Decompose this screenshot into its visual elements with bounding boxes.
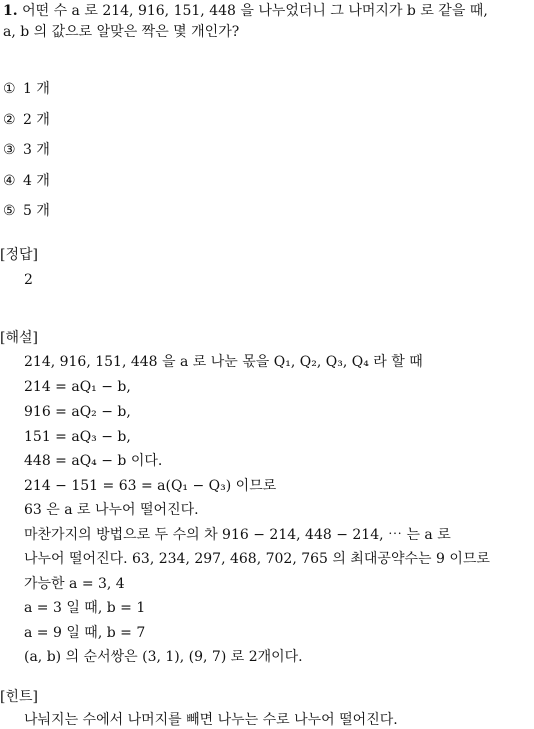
explanation-line: 214 = aQ₁ − b, bbox=[24, 379, 131, 395]
choice-mark: ⑤ bbox=[3, 203, 16, 219]
explanation-heading: [해설] bbox=[0, 330, 38, 346]
choice-label: 1 개 bbox=[23, 81, 50, 97]
choice-label: 4 개 bbox=[23, 173, 50, 189]
choice-2[interactable] bbox=[3, 111, 50, 129]
choice-mark: ② bbox=[3, 112, 16, 128]
choice-4[interactable] bbox=[3, 172, 50, 190]
explanation-line: 214 − 151 = 63 = a(Q₁ − Q₃) 이므로 bbox=[24, 478, 277, 494]
question-number: 1. bbox=[3, 3, 18, 19]
choice-5[interactable] bbox=[3, 202, 50, 220]
choice-3[interactable] bbox=[3, 141, 50, 159]
explanation-line: 448 = aQ₄ − b 이다. bbox=[24, 453, 163, 469]
explanation-line: a = 3 일 때, b = 1 bbox=[24, 600, 146, 616]
explanation-line: 63 은 a 로 나누어 떨어진다. bbox=[24, 502, 199, 518]
choice-label: 2 개 bbox=[23, 112, 50, 128]
question-line-1 bbox=[3, 2, 488, 20]
explanation-line: 가능한 a = 3, 4 bbox=[24, 576, 125, 592]
choice-mark: ① bbox=[3, 81, 16, 97]
explanation-line: 916 = aQ₂ − b, bbox=[24, 404, 131, 420]
choice-label: 5 개 bbox=[23, 203, 50, 219]
choice-mark: ④ bbox=[3, 173, 16, 189]
answer-value: 2 bbox=[24, 272, 33, 288]
choice-label: 3 개 bbox=[23, 142, 50, 158]
explanation-line: a = 9 일 때, b = 7 bbox=[24, 625, 146, 641]
choice-mark: ③ bbox=[3, 142, 16, 158]
hint-text: 나눠지는 수에서 나머지를 빼면 나누는 수로 나누어 떨어진다. bbox=[24, 712, 398, 728]
explanation-line: 214, 916, 151, 448 을 a 로 나눈 몫을 Q₁, Q₂, Q₃, Q₄ 라 할 때 bbox=[24, 354, 423, 370]
hint-heading: [힌트] bbox=[0, 689, 38, 705]
answer-heading: [정답] bbox=[0, 247, 38, 263]
explanation-line: 나누어 떨어진다. 63, 234, 297, 468, 702, 765 의 최대공약수는 9 이므로 bbox=[24, 551, 490, 567]
explanation-line: (a, b) 의 순서쌍은 (3, 1), (9, 7) 로 2개이다. bbox=[24, 649, 303, 665]
question-line-2: a, b 의 값으로 알맞은 짝은 몇 개인가? bbox=[3, 24, 240, 40]
explanation-line: 151 = aQ₃ − b, bbox=[24, 429, 131, 445]
explanation-line: 마찬가지의 방법으로 두 수의 차 916 − 214, 448 − 214, ⋯ 는 a 로 bbox=[24, 527, 451, 543]
question-text-1: 어떤 수 a 로 214, 916, 151, 448 을 나누었더니 그 나머지가 b 로 같을 때, bbox=[22, 3, 488, 19]
choice-1[interactable] bbox=[3, 80, 50, 98]
